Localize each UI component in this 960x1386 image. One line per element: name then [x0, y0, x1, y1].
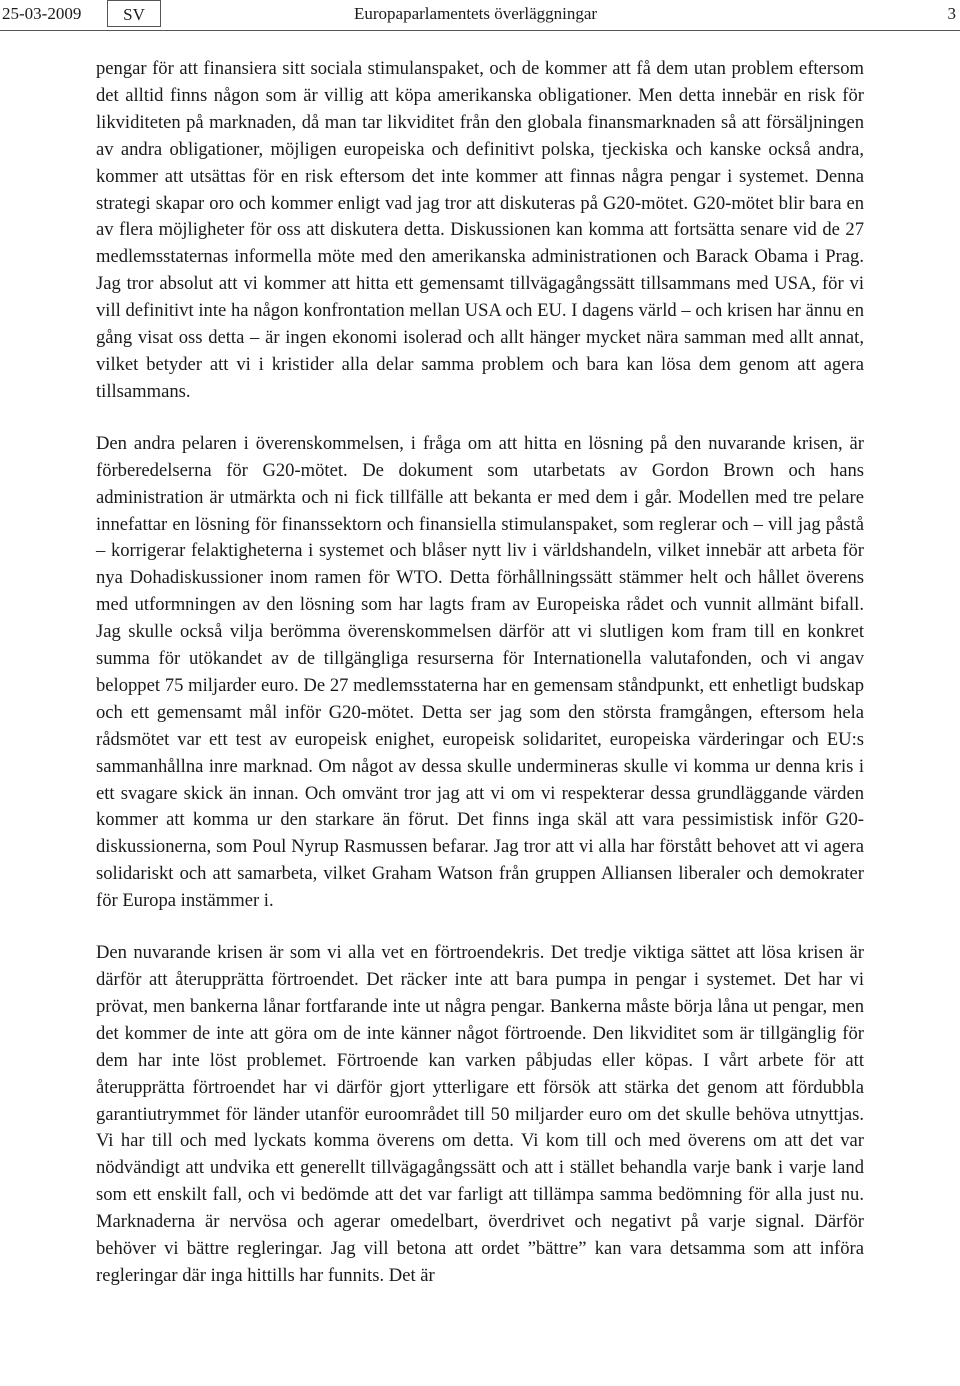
language-badge: SV — [107, 0, 161, 27]
page-header — [0, 0, 960, 31]
document-title: Europaparlamentets överläggningar — [354, 4, 598, 23]
paragraph-2: Den andra pelaren i överenskommelsen, i fråga om att hitta en lösning på den nuvarande krisen, är förberedelserna för G20-mötet. De dokument som utarbetats av Gordon Brown och hans administration är utmärkta och ni fick tillfälle att bekanta er med dem i går. Modellen med tre pelare innefattar en lösning för finanssektorn och finansiella stimulanspaket, som reglerar och – vill jag påstå – korrigerar felaktigheterna i systemet och blåser nytt liv i världshandeln, vilket innebär att arbeta för nya Dohadiskussioner inom ramen för WTO. Detta förhållningssätt stämmer helt och hållet överens med utformningen av den lösning som har lagts fram av Europeiska rådet och vunnit allmänt bifall. Jag skulle också vilja berömma överenskommelsen därför att vi slutligen kom fram till en konkret summa för utökandet av de tillgängliga resurserna för Internationella valutafonden, och vi angav beloppet 75 miljarder euro. De 27 medlemsstaterna har en gemensam ståndpunkt, ett enhetligt budskap och ett gemensamt mål inför G20-mötet. Detta ser jag som den största framgången, eftersom hela rådsmötet var ett test av europeisk enighet, europeisk solidaritet, europeiska värderingar och EU:s sammanhållna inre marknad. Om något av dessa skulle undermineras skulle vi komma ur denna kris i ett svagare skick än innan. Och omvänt tror jag att vi om vi respekterar dessa grundläggande värden kommer att komma ur den starkare än förut. Det finns inga skäl att vara pessimistisk inför G20-diskussionerna, som Poul Nyrup Rasmussen befarar. Jag tror att vi alla har förstått behovet att vi agera solidariskt och att samarbeta, vilket Graham Watson från gruppen Alliansen liberaler och demokrater för Europa instämmer i. — [96, 432, 864, 912]
paragraph-3: Den nuvarande krisen är som vi alla vet en förtroendekris. Det tredje viktiga sättet att lösa krisen är därför att återupprätta förtroendet. Det räcker inte att bara pumpa in pengar i systemet. Det har vi prövat, men bankerna lånar fortfarande inte ut några pengar. Bankerna måste börja låna ut pengar, men det kommer de inte att göra om de inte känner något förtroende. Den likviditet som är tillgänglig för dem har inte löst problemet. Förtroende kan varken påbjudas eller köpas. I vårt arbete för att återupprätta förtroendet har vi därför gjort ytterligare ett försök att stärka det genom att fördubbla garantiutrymmet för länder utanför euroområdet till 50 miljarder euro om det skulle behöva utnyttjas. Vi har till och med lyckats komma överens om detta. Vi kom till och med överens om att det var nödvändigt att undvika ett generellt tillvägagångssätt och att i stället behandla varje bank i varje land som ett enskilt fall, och vi bedömde att det var farligt att tillämpa samma bedömning för alla just nu. Marknaderna är nervösa och agerar omedelbart, överdrivet och negativt på varje signal. Därför behöver vi bättre regleringar. Jag vill betona att ordet ”bättre” kan vara detsamma som att införa regleringar där inga hittills har funnits. Det är — [96, 942, 864, 1286]
page-number: 3 — [947, 4, 956, 23]
paragraph-1: pengar för att finansiera sitt sociala stimulanspaket, och de kommer att få dem utan problem eftersom det alltid finns någon som är villig att köpa amerikanska obligationer. Men detta innebär en risk för likviditeten på marknaden, då man tar likviditet från den globala finansmarknaden så att försäljningen av andra obligationer, möjligen europeiska och definitivt polska, tjeckiska och kanske också andra, kommer att utsättas för en risk eftersom det inte kommer att finnas några pengar i systemet. Denna strategi skapar oro och kommer enligt vad jag tror att diskuteras på G20-mötet. G20-mötet blir bara en av flera möjligheter för oss att diskutera detta. Diskussionen kan komma att fortsätta senare vid de 27 medlemsstaternas informella möte med den amerikanska administrationen och Barack Obama i Prag. Jag tror absolut att vi kommer att hitta ett gemensamt tillvägagångssätt tillsammans med USA, för vi vill definitivt inte ha någon konfrontation mellan USA och EU. I dagens värld – och krisen har ännu en gång visat oss detta – är ingen ekonomi isolerad och allt hänger mycket nära samman med allt annat, vilket betyder att vi i kristider alla delar samma problem och bara kan lösa dem genom att agera tillsammans. — [96, 58, 864, 402]
header-date: 25-03-2009 — [2, 4, 82, 23]
document-body — [96, 56, 864, 1315]
